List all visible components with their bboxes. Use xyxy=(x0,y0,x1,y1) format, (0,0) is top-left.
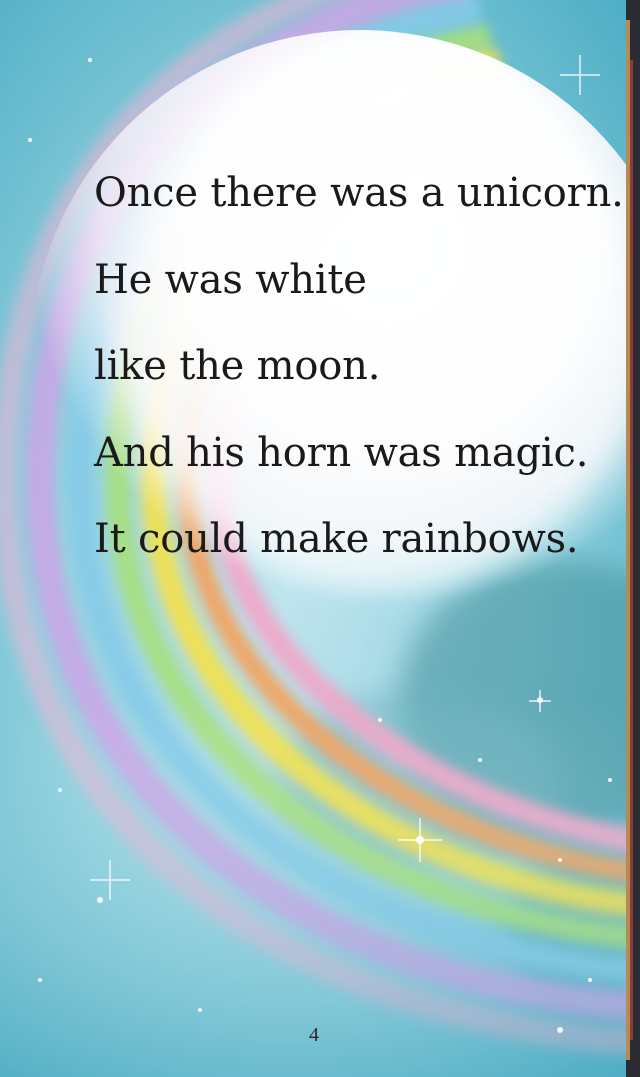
story-text xyxy=(94,150,624,583)
story-line: like the moon. xyxy=(94,343,381,389)
story-line: It could make rainbows. xyxy=(94,516,579,562)
story-line: He was white xyxy=(94,256,367,303)
story-line: Once there was a unicorn. xyxy=(94,170,624,216)
page-number: 4 xyxy=(309,1024,319,1046)
story-line: And his horn was magic. xyxy=(94,429,589,476)
